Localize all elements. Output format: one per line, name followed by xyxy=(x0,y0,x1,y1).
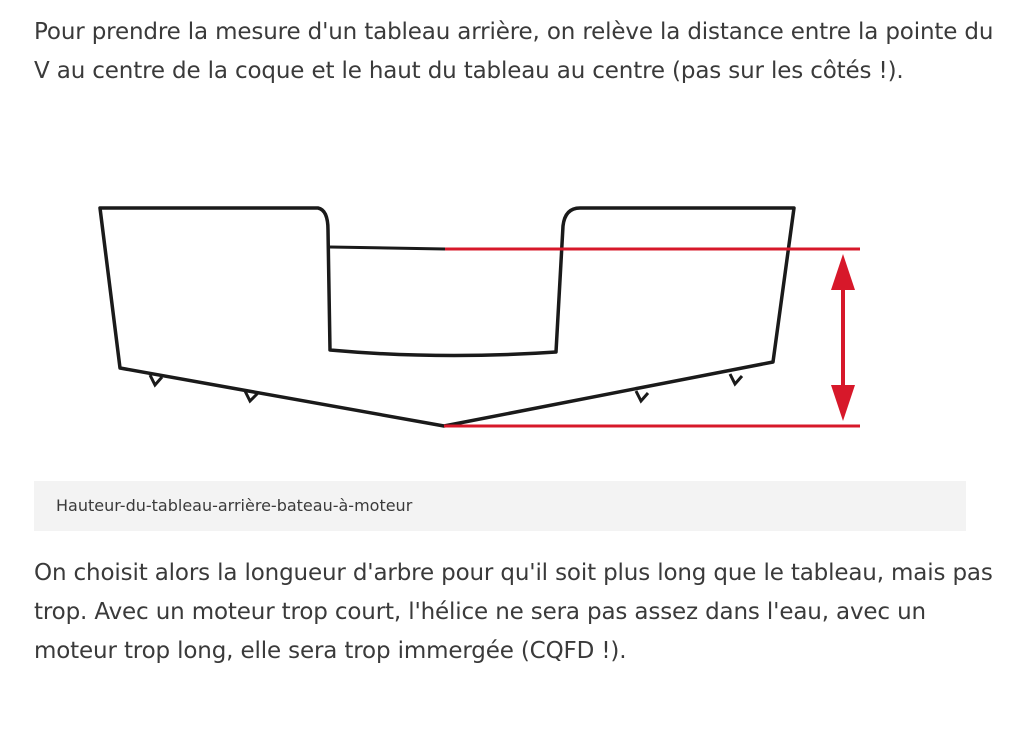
hull-outline xyxy=(100,208,794,426)
hull-strake xyxy=(730,374,742,384)
intro-paragraph: Pour prendre la mesure d'un tableau arrière, on relève la distance entre la pointe du V au centre de la coque et le haut du tableau au centre (pas sur les côtés !). xyxy=(34,19,994,84)
followup-paragraph: On choisit alors la longueur d'arbre pour qu'il soit plus long que le tableau, mais pas trop. Avec un moteur trop court, l'hélice ne sera pas assez dans l'eau, avec un moteur trop long, elle sera trop immergée (CQFD !). xyxy=(34,560,993,664)
measurement-arrow-down-icon xyxy=(831,385,855,421)
transom-height-diagram xyxy=(34,130,966,480)
figure-caption: Hauteur-du-tableau-arrière-bateau-à-moteur xyxy=(34,481,966,531)
hull-strake xyxy=(636,391,648,401)
measurement-arrow-up-icon xyxy=(831,254,855,290)
transom-top-line xyxy=(330,247,445,249)
